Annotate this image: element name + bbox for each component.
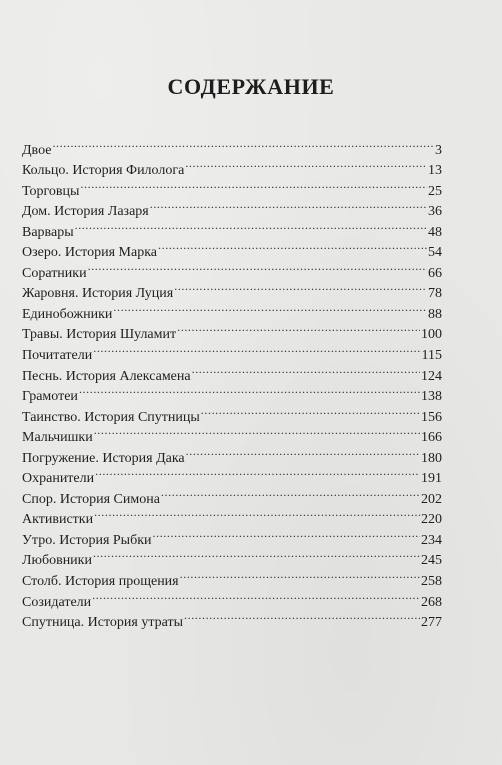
toc-entry-title: Варвары xyxy=(22,224,74,240)
toc-entry-title: Охранители xyxy=(22,471,95,487)
dot-leader xyxy=(185,154,427,175)
dot-leader xyxy=(95,462,420,483)
toc-entry-title: Дом. История Лазаря xyxy=(22,204,149,220)
toc-entry-page-number: 191 xyxy=(421,471,442,487)
toc-entry-title: Любовники xyxy=(22,553,92,569)
toc-entry-page-number: 245 xyxy=(421,553,442,569)
toc-entry-title: Двое xyxy=(22,142,52,158)
toc-entry-page-number: 78 xyxy=(428,286,442,302)
toc-entry xyxy=(22,215,442,240)
toc-entry-title: Песнь. История Алексамена xyxy=(22,368,191,384)
page-title: СОДЕРЖАНИЕ xyxy=(167,74,335,99)
toc-entry-page-number: 66 xyxy=(428,265,442,281)
toc-entry-title: Погружение. История Дака xyxy=(22,450,185,466)
toc-entry-page-number: 277 xyxy=(421,615,442,631)
dot-leader xyxy=(93,338,420,359)
toc-entry-page-number: 268 xyxy=(421,594,442,610)
dot-leader xyxy=(113,297,427,318)
dot-leader xyxy=(161,482,420,503)
dot-leader xyxy=(94,421,420,442)
toc-entry-page-number: 180 xyxy=(421,450,442,466)
toc-entry-title: Почитатели xyxy=(22,348,93,364)
dot-leader xyxy=(75,215,427,236)
toc-entry xyxy=(22,133,442,158)
toc-entry-page-number: 3 xyxy=(435,142,442,158)
toc-entry-page-number: 138 xyxy=(421,389,442,405)
toc-entry xyxy=(22,174,442,199)
dot-leader xyxy=(153,523,421,544)
dot-leader xyxy=(174,277,427,298)
toc-entry-title: Единобожники xyxy=(22,306,113,322)
toc-entry-page-number: 25 xyxy=(428,183,442,199)
dot-leader xyxy=(184,606,420,627)
dot-leader xyxy=(94,503,420,524)
toc-entry-title: Мальчишки xyxy=(22,430,93,446)
dot-leader xyxy=(177,318,420,339)
dot-leader xyxy=(80,174,427,195)
toc-entry-page-number: 48 xyxy=(428,224,442,240)
toc-entry xyxy=(22,400,442,425)
toc-entry-title: Спор. История Симона xyxy=(22,491,160,507)
toc-entry xyxy=(22,236,442,261)
toc-entry xyxy=(22,380,442,405)
toc-entry-title: Травы. История Шуламит xyxy=(22,327,177,343)
toc-entry-page-number: 100 xyxy=(421,327,442,343)
dot-leader xyxy=(92,585,420,606)
toc-entry-title: Жаровня. История Луция xyxy=(22,286,174,302)
toc-entry-page-number: 234 xyxy=(421,532,442,548)
dot-leader xyxy=(180,564,420,585)
toc-entry-title: Грамотеи xyxy=(22,389,78,405)
toc-entry-page-number: 115 xyxy=(421,348,442,364)
toc-entry-title: Кольцо. История Филолога xyxy=(22,163,185,179)
toc-entry-title: Озеро. История Марка xyxy=(22,245,158,261)
toc-entry-title: Активистки xyxy=(22,512,94,528)
toc-entry xyxy=(22,195,442,220)
toc-entry-page-number: 166 xyxy=(421,430,442,446)
dot-leader xyxy=(192,359,420,380)
dot-leader xyxy=(88,256,427,277)
dot-leader xyxy=(150,195,427,216)
toc-entry-title: Таинство. История Спутницы xyxy=(22,409,200,425)
toc-entry-title: Столб. История прощения xyxy=(22,574,179,590)
toc-entry-title: Соратники xyxy=(22,265,87,281)
toc-entry-page-number: 13 xyxy=(428,163,442,179)
dot-leader xyxy=(52,133,434,154)
toc-entry-page-number: 88 xyxy=(428,306,442,322)
dot-leader xyxy=(79,380,420,401)
toc-entry-title: Спутница. История утраты xyxy=(22,615,183,631)
toc-entry xyxy=(22,154,442,179)
dot-leader xyxy=(93,544,420,565)
dot-leader xyxy=(201,400,420,421)
dot-leader xyxy=(158,236,427,257)
table-of-contents xyxy=(22,133,442,631)
toc-entry-page-number: 258 xyxy=(421,574,442,590)
toc-entry-title: Торговцы xyxy=(22,183,80,199)
toc-entry-page-number: 202 xyxy=(421,491,442,507)
toc-entry-page-number: 156 xyxy=(421,409,442,425)
toc-entry-title: Утро. История Рыбки xyxy=(22,532,152,548)
toc-entry-title: Созидатели xyxy=(22,594,92,610)
toc-entry-page-number: 36 xyxy=(428,204,442,220)
dot-leader xyxy=(186,441,420,462)
toc-entry-page-number: 54 xyxy=(428,245,442,261)
toc-entry-page-number: 124 xyxy=(421,368,442,384)
toc-entry-page-number: 220 xyxy=(421,512,442,528)
